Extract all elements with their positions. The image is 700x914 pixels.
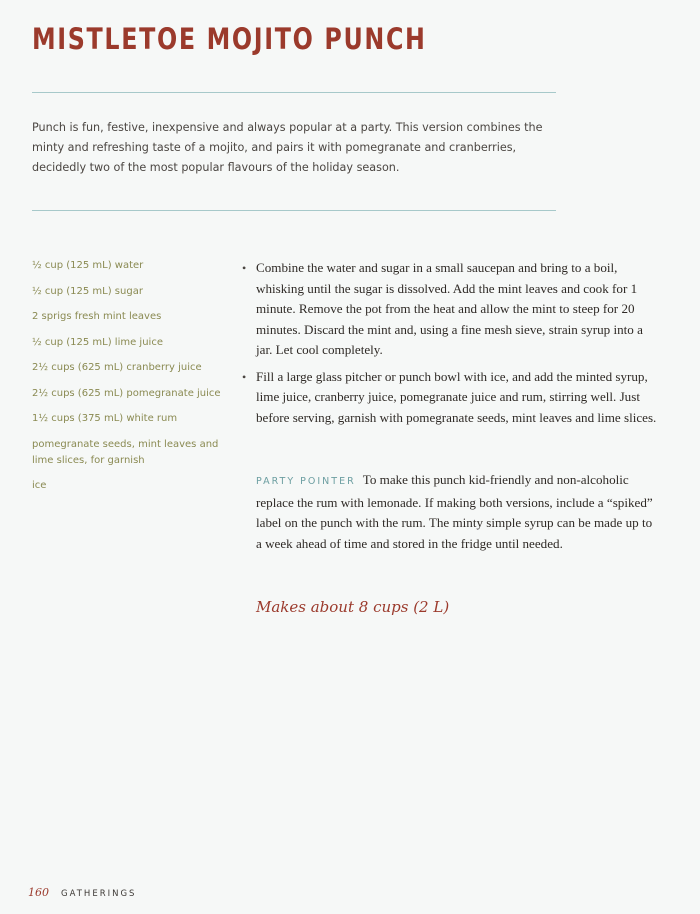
method-steps	[242, 258, 658, 434]
ingredient-item: 2½ cups (625 mL) pomegranate juice	[32, 387, 221, 399]
party-pointer-text: To make this punch kid-friendly and non-alcoholic replace the rum with lemonade. If making both versions, include a “spiked” label on the punch with the rum. The minty simple syrup can be made up to a week ahead of time and stored in the fridge until needed.	[256, 472, 653, 551]
bullet-icon: •	[242, 369, 247, 384]
ingredient-item: ½ cup (125 mL) lime juice	[32, 336, 163, 348]
ingredient-item: ½ cup (125 mL) water	[32, 260, 144, 271]
ingredient-item: 1½ cups (375 mL) white rum	[32, 413, 178, 424]
ingredient-list	[32, 258, 224, 504]
ingredient-item: 2½ cups (625 mL) cranberry juice	[32, 362, 202, 373]
ingredient-item: ½ cup (125 mL) sugar	[32, 285, 143, 297]
method-step-text: Fill a large glass pitcher or punch bowl with ice, and add the minted syrup, lime juice, cranberry juice, pomegranate juice and rum, stirring well. Just before serving, garnish with pomegranate seeds, mint leaves and lime slices.	[256, 368, 657, 425]
page-number: 160	[28, 886, 49, 899]
page-footer	[28, 883, 136, 901]
ingredient-item: pomegranate seeds, mint leaves and lime slices, for garnish	[32, 438, 219, 466]
method-step	[242, 367, 658, 429]
method-step	[242, 258, 658, 361]
section-name: GATHERINGS	[61, 889, 137, 899]
bullet-icon: •	[242, 261, 247, 275]
party-pointer-label: PARTY POINTER	[256, 476, 356, 487]
ingredient-item: ice	[32, 480, 47, 491]
divider-top	[32, 92, 556, 93]
method-step-text: Combine the water and sugar in a small saucepan and bring to a boil, whisking until the sugar is dissolved. Add the mint leaves and cook for 1 minute. Remove the pot from the heat and allow the mint to steep for 20 minutes. Discard the mint and, using a fine mesh sieve, strain syrup into a jar. Let cool completely.	[256, 260, 643, 357]
divider-bottom	[32, 210, 556, 211]
party-pointer	[256, 470, 656, 554]
recipe-yield: Makes about 8 cups (2 L)	[256, 598, 450, 616]
page-title: MISTLETOE MOJITO PUNCH	[32, 22, 427, 56]
ingredient-item: 2 sprigs fresh mint leaves	[32, 311, 162, 322]
intro-paragraph: Punch is fun, festive, inexpensive and always popular at a party. This version combines the minty and refreshing taste of a mojito, and pairs it with pomegranate and cranberries, decidedly two of the most popular flavours of the holiday season.	[32, 121, 543, 174]
